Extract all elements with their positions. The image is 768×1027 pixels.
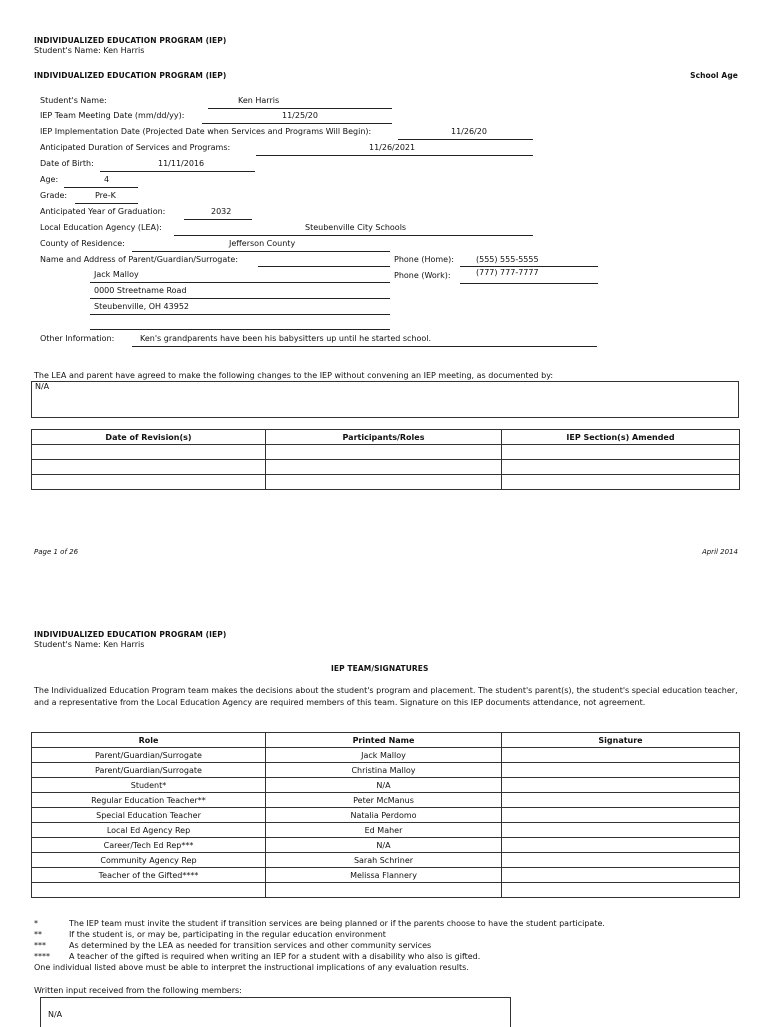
signature-cell[interactable]: [502, 838, 740, 853]
table-cell[interactable]: [502, 475, 740, 490]
section-title: IEP TEAM/SIGNATURES: [331, 664, 429, 673]
dob-label: Date of Birth:: [40, 159, 94, 168]
implementation-line: [398, 139, 533, 140]
table-row: [32, 778, 740, 793]
team-header-name: Printed Name: [266, 733, 502, 748]
page-number: Page 1 of 26: [34, 548, 79, 556]
address-line2-value: Steubenville, OH 43952: [94, 302, 189, 311]
phone-work-line: [460, 283, 598, 284]
duration-line: [256, 155, 533, 156]
meeting-date-label: IEP Team Meeting Date (mm/dd/yy):: [40, 111, 185, 120]
role-cell: Student*: [32, 778, 266, 793]
table-cell[interactable]: [502, 460, 740, 475]
address-line1-value: 0000 Streetname Road: [94, 286, 187, 295]
age-label: Age:: [40, 175, 59, 184]
role-cell: Special Education Teacher: [32, 808, 266, 823]
county-line: [132, 251, 390, 252]
parent-label: Name and Address of Parent/Guardian/Surrogate:: [40, 255, 239, 264]
role-cell: Community Agency Rep: [32, 853, 266, 868]
note-mark: ***: [34, 941, 46, 950]
revision-table: [31, 429, 740, 490]
signature-cell[interactable]: [502, 808, 740, 823]
signature-cell[interactable]: [502, 823, 740, 838]
table-cell[interactable]: [266, 445, 502, 460]
written-input-value: N/A: [48, 1010, 63, 1019]
parent-name-line: [90, 282, 390, 283]
page2-top-title: INDIVIDUALIZED EDUCATION PROGRAM (IEP): [34, 630, 227, 639]
role-cell: Teacher of the Gifted****: [32, 868, 266, 883]
printed-name-cell[interactable]: Sarah Schriner: [266, 853, 502, 868]
printed-name-cell[interactable]: [266, 883, 502, 898]
changes-text: The LEA and parent have agreed to make the following changes to the IEP without convening an IEP meeting, as documented by:: [34, 371, 554, 380]
printed-name-cell[interactable]: Jack Malloy: [266, 748, 502, 763]
revision-header-sections: IEP Section(s) Amended: [502, 430, 740, 445]
address-line2: [90, 314, 390, 315]
printed-name-cell[interactable]: Peter McManus: [266, 793, 502, 808]
changes-value: N/A: [35, 382, 50, 391]
note-mark: *: [34, 919, 38, 928]
phone-home-value: (555) 555-5555: [476, 255, 539, 264]
graduation-value: 2032: [211, 207, 232, 216]
parent-label-line: [258, 266, 390, 267]
table-cell[interactable]: [502, 445, 740, 460]
other-info-line: [132, 346, 597, 347]
grade-value: Pre-K: [95, 191, 116, 200]
address-line3: [90, 329, 390, 330]
graduation-label: Anticipated Year of Graduation:: [40, 207, 166, 216]
note-mark: ****: [34, 952, 50, 961]
table-row: [32, 883, 740, 898]
implementation-label: IEP Implementation Date (Projected Date when Services and Programs Will Begin):: [40, 127, 372, 136]
written-input-box[interactable]: [40, 997, 511, 1027]
table-row: [32, 808, 740, 823]
note-mark: **: [34, 930, 42, 939]
table-row: [32, 853, 740, 868]
phone-home-line: [460, 266, 598, 267]
team-header-row: [32, 733, 740, 748]
table-row: [32, 460, 740, 475]
role-cell: Regular Education Teacher**: [32, 793, 266, 808]
parent-name-value: Jack Malloy: [94, 270, 139, 279]
note-text: As determined by the LEA as needed for transition services and other community services: [69, 941, 432, 950]
table-row: [32, 793, 740, 808]
team-header-signature: Signature: [502, 733, 740, 748]
duration-value: 11/26/2021: [369, 143, 416, 152]
table-row: [32, 445, 740, 460]
revision-header-participants: Participants/Roles: [266, 430, 502, 445]
table-row: [32, 823, 740, 838]
table-row: [32, 763, 740, 778]
school-age-label: School Age: [690, 71, 738, 80]
dob-value: 11/11/2016: [158, 159, 205, 168]
other-info-label: Other Information:: [40, 334, 115, 343]
table-row: [32, 748, 740, 763]
role-cell[interactable]: [32, 883, 266, 898]
revision-header-row: [32, 430, 740, 445]
team-signature-table: [31, 732, 740, 898]
role-cell: Parent/Guardian/Surrogate: [32, 763, 266, 778]
phone-work-value: (777) 777-7777: [476, 268, 539, 277]
team-header-role: Role: [32, 733, 266, 748]
role-cell: Career/Tech Ed Rep***: [32, 838, 266, 853]
address-line1: [90, 298, 390, 299]
signature-cell[interactable]: [502, 748, 740, 763]
phone-work-label: Phone (Work):: [394, 271, 451, 280]
page1-form-title: INDIVIDUALIZED EDUCATION PROGRAM (IEP): [34, 71, 227, 80]
student-name-value: Ken Harris: [238, 96, 280, 105]
age-value: 4: [104, 175, 110, 184]
written-input-label: Written input received from the following members:: [34, 986, 242, 995]
meeting-date-line: [202, 123, 392, 124]
signature-cell[interactable]: [502, 853, 740, 868]
signature-cell[interactable]: [502, 793, 740, 808]
role-cell: Local Ed Agency Rep: [32, 823, 266, 838]
signature-cell[interactable]: [502, 868, 740, 883]
table-row: [32, 868, 740, 883]
lea-line: [174, 235, 533, 236]
interpret-note: One individual listed above must be able to interpret the instructional implications of any evaluation results.: [34, 963, 469, 972]
county-value: Jefferson County: [229, 239, 296, 248]
table-cell[interactable]: [32, 475, 266, 490]
printed-name-cell[interactable]: Melissa Flannery: [266, 868, 502, 883]
lea-value: Steubenville City Schools: [305, 223, 407, 232]
dob-line: [100, 171, 255, 172]
printed-name-cell[interactable]: Christina Malloy: [266, 763, 502, 778]
graduation-line: [184, 219, 252, 220]
table-cell[interactable]: [266, 460, 502, 475]
page1-top-title: INDIVIDUALIZED EDUCATION PROGRAM (IEP): [34, 36, 227, 45]
printed-name-cell[interactable]: Natalia Perdomo: [266, 808, 502, 823]
signature-cell[interactable]: [502, 883, 740, 898]
meeting-date-value: 11/25/20: [282, 111, 318, 120]
signature-cell[interactable]: [502, 763, 740, 778]
table-cell[interactable]: [266, 475, 502, 490]
table-row: [32, 475, 740, 490]
student-name-label: Student's Name:: [40, 96, 107, 105]
grade-label: Grade:: [40, 191, 68, 200]
other-info-value: Ken's grandparents have been his babysitters up until he started school.: [140, 334, 432, 343]
grade-line: [75, 203, 138, 204]
note-text: If the student is, or may be, participating in the regular education environment: [69, 930, 386, 939]
implementation-value: 11/26/20: [451, 127, 487, 136]
note-text: A teacher of the gifted is required when writing an IEP for a student with a disability who also is gifted.: [69, 952, 481, 961]
note-text: The IEP team must invite the student if transition services are being planned or if the parents choose to have the student participate.: [69, 919, 605, 928]
revision-header-date: Date of Revision(s): [32, 430, 266, 445]
county-label: County of Residence:: [40, 239, 125, 248]
printed-name-cell[interactable]: N/A: [266, 778, 502, 793]
team-intro: The Individualized Education Program team makes the decisions about the student's program and placement. The student's parent(s), the student's special education teacher, and a representative from the Local Education Agency are required members of this team. Signature on this IEP documents attendance, not agreement.: [34, 686, 738, 707]
duration-label: Anticipated Duration of Services and Programs:: [40, 143, 231, 152]
signature-cell[interactable]: [502, 778, 740, 793]
table-cell[interactable]: [32, 445, 266, 460]
student-name-line: [208, 108, 392, 109]
page2-top-student: Student's Name: Ken Harris: [34, 640, 145, 649]
table-cell[interactable]: [32, 460, 266, 475]
changes-box[interactable]: [31, 381, 739, 418]
printed-name-cell[interactable]: N/A: [266, 838, 502, 853]
printed-name-cell[interactable]: Ed Maher: [266, 823, 502, 838]
role-cell: Parent/Guardian/Surrogate: [32, 748, 266, 763]
table-row: [32, 838, 740, 853]
revision-date: April 2014: [701, 548, 738, 556]
phone-home-label: Phone (Home):: [394, 255, 454, 264]
lea-label: Local Education Agency (LEA):: [40, 223, 162, 232]
page1-top-student: Student's Name: Ken Harris: [34, 46, 145, 55]
age-line: [64, 187, 138, 188]
